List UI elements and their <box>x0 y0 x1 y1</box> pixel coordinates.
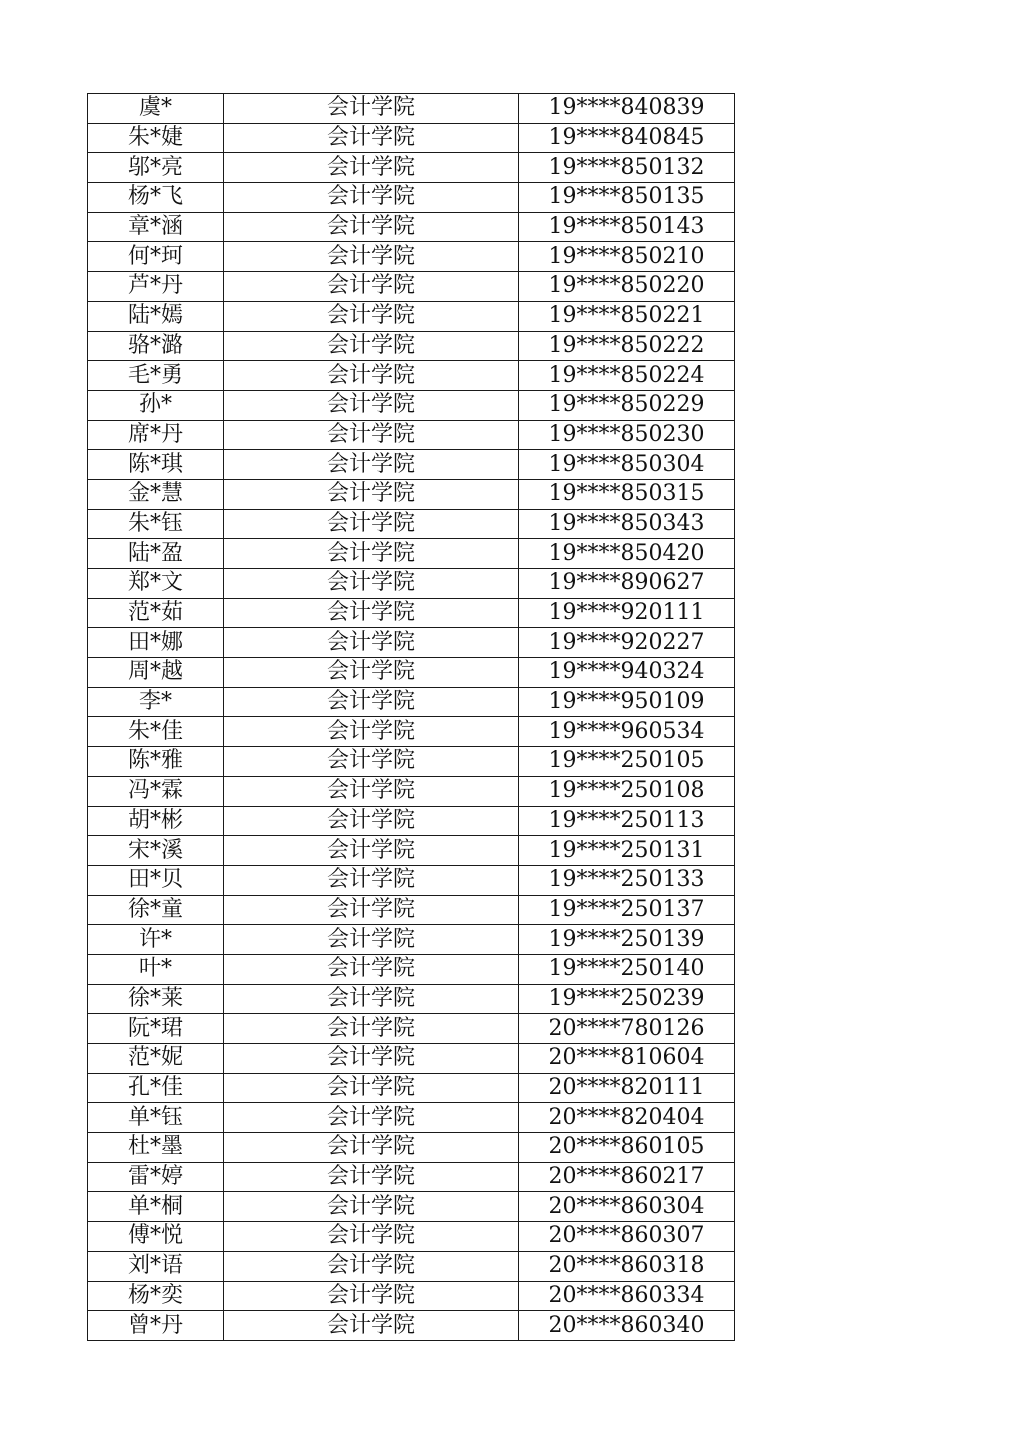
student-id-cell: 19****890627 <box>519 569 735 599</box>
student-list-body <box>88 94 735 1341</box>
student-id-cell: 19****940324 <box>519 658 735 688</box>
student-name-cell: 雷*婷 <box>88 1162 224 1192</box>
student-name-cell: 田*贝 <box>88 865 224 895</box>
student-name-cell: 骆*潞 <box>88 331 224 361</box>
table-row <box>88 539 735 569</box>
student-id-cell: 20****860340 <box>519 1311 735 1341</box>
table-row <box>88 123 735 153</box>
student-name-cell: 傅*悦 <box>88 1222 224 1252</box>
table-row <box>88 1192 735 1222</box>
student-id-cell: 20****860334 <box>519 1281 735 1311</box>
college-cell: 会计学院 <box>224 361 519 391</box>
student-name-cell: 章*涵 <box>88 212 224 242</box>
student-name-cell: 邬*亮 <box>88 153 224 183</box>
student-name-cell: 李* <box>88 687 224 717</box>
college-cell: 会计学院 <box>224 747 519 777</box>
student-name-cell: 单*桐 <box>88 1192 224 1222</box>
college-cell: 会计学院 <box>224 954 519 984</box>
student-id-cell: 19****850210 <box>519 242 735 272</box>
college-cell: 会计学院 <box>224 687 519 717</box>
student-name-cell: 芦*丹 <box>88 272 224 302</box>
student-id-cell: 19****850420 <box>519 539 735 569</box>
student-name-cell: 冯*霖 <box>88 776 224 806</box>
table-row <box>88 183 735 213</box>
student-id-cell: 20****810604 <box>519 1044 735 1074</box>
student-id-cell: 19****250113 <box>519 806 735 836</box>
student-name-cell: 曾*丹 <box>88 1311 224 1341</box>
student-id-cell: 19****920227 <box>519 628 735 658</box>
student-id-cell: 20****820111 <box>519 1073 735 1103</box>
college-cell: 会计学院 <box>224 776 519 806</box>
student-id-cell: 19****850343 <box>519 509 735 539</box>
table-row <box>88 836 735 866</box>
student-id-cell: 20****820404 <box>519 1103 735 1133</box>
student-name-cell: 叶* <box>88 954 224 984</box>
table-row <box>88 1162 735 1192</box>
table-row <box>88 1222 735 1252</box>
college-cell: 会计学院 <box>224 212 519 242</box>
student-name-cell: 范*茹 <box>88 598 224 628</box>
table-row <box>88 806 735 836</box>
student-id-cell: 19****850220 <box>519 272 735 302</box>
college-cell: 会计学院 <box>224 242 519 272</box>
college-cell: 会计学院 <box>224 836 519 866</box>
student-id-cell: 19****250139 <box>519 925 735 955</box>
student-id-cell: 19****250133 <box>519 865 735 895</box>
college-cell: 会计学院 <box>224 272 519 302</box>
student-name-cell: 徐*童 <box>88 895 224 925</box>
college-cell: 会计学院 <box>224 509 519 539</box>
student-name-cell: 毛*勇 <box>88 361 224 391</box>
table-row <box>88 212 735 242</box>
student-name-cell: 阮*珺 <box>88 1014 224 1044</box>
student-name-cell: 单*钰 <box>88 1103 224 1133</box>
table-row <box>88 1251 735 1281</box>
student-name-cell: 胡*彬 <box>88 806 224 836</box>
college-cell: 会计学院 <box>224 1192 519 1222</box>
student-list-table <box>87 93 735 1341</box>
table-row <box>88 1073 735 1103</box>
college-cell: 会计学院 <box>224 1103 519 1133</box>
student-id-cell: 19****250105 <box>519 747 735 777</box>
college-cell: 会计学院 <box>224 420 519 450</box>
college-cell: 会计学院 <box>224 479 519 509</box>
college-cell: 会计学院 <box>224 1311 519 1341</box>
student-name-cell: 刘*语 <box>88 1251 224 1281</box>
college-cell: 会计学院 <box>224 895 519 925</box>
college-cell: 会计学院 <box>224 1222 519 1252</box>
student-name-cell: 周*越 <box>88 658 224 688</box>
college-cell: 会计学院 <box>224 658 519 688</box>
student-name-cell: 宋*溪 <box>88 836 224 866</box>
table-row <box>88 895 735 925</box>
student-id-cell: 19****250137 <box>519 895 735 925</box>
table-row <box>88 1133 735 1163</box>
table-row <box>88 361 735 391</box>
student-id-cell: 20****860318 <box>519 1251 735 1281</box>
table-row <box>88 479 735 509</box>
student-name-cell: 郑*文 <box>88 569 224 599</box>
student-name-cell: 徐*莱 <box>88 984 224 1014</box>
student-id-cell: 19****950109 <box>519 687 735 717</box>
student-id-cell: 19****850224 <box>519 361 735 391</box>
college-cell: 会计学院 <box>224 331 519 361</box>
college-cell: 会计学院 <box>224 390 519 420</box>
student-name-cell: 杨*奕 <box>88 1281 224 1311</box>
student-name-cell: 陆*嫣 <box>88 301 224 331</box>
student-id-cell: 19****250131 <box>519 836 735 866</box>
table-row <box>88 450 735 480</box>
college-cell: 会计学院 <box>224 865 519 895</box>
student-name-cell: 陈*雅 <box>88 747 224 777</box>
table-row <box>88 331 735 361</box>
college-cell: 会计学院 <box>224 717 519 747</box>
student-id-cell: 19****250108 <box>519 776 735 806</box>
student-id-cell: 19****250140 <box>519 954 735 984</box>
college-cell: 会计学院 <box>224 123 519 153</box>
student-name-cell: 孔*佳 <box>88 1073 224 1103</box>
college-cell: 会计学院 <box>224 450 519 480</box>
college-cell: 会计学院 <box>224 1162 519 1192</box>
student-id-cell: 19****960534 <box>519 717 735 747</box>
table-row <box>88 94 735 124</box>
student-id-cell: 20****860304 <box>519 1192 735 1222</box>
student-name-cell: 何*珂 <box>88 242 224 272</box>
student-id-cell: 19****850143 <box>519 212 735 242</box>
table-row <box>88 1044 735 1074</box>
college-cell: 会计学院 <box>224 984 519 1014</box>
table-row <box>88 598 735 628</box>
table-row <box>88 628 735 658</box>
student-id-cell: 20****780126 <box>519 1014 735 1044</box>
student-id-cell: 19****850230 <box>519 420 735 450</box>
student-name-cell: 范*妮 <box>88 1044 224 1074</box>
student-name-cell: 朱*婕 <box>88 123 224 153</box>
student-name-cell: 朱*佳 <box>88 717 224 747</box>
college-cell: 会计学院 <box>224 1133 519 1163</box>
student-id-cell: 19****840839 <box>519 94 735 124</box>
table-row <box>88 390 735 420</box>
student-id-cell: 19****850135 <box>519 183 735 213</box>
college-cell: 会计学院 <box>224 1044 519 1074</box>
table-row <box>88 954 735 984</box>
table-row <box>88 865 735 895</box>
student-name-cell: 陆*盈 <box>88 539 224 569</box>
table-row <box>88 569 735 599</box>
table-row <box>88 984 735 1014</box>
college-cell: 会计学院 <box>224 1073 519 1103</box>
student-name-cell: 金*慧 <box>88 479 224 509</box>
student-name-cell: 杜*墨 <box>88 1133 224 1163</box>
college-cell: 会计学院 <box>224 598 519 628</box>
college-cell: 会计学院 <box>224 569 519 599</box>
table-row <box>88 658 735 688</box>
student-id-cell: 19****850315 <box>519 479 735 509</box>
table-row <box>88 420 735 450</box>
student-id-cell: 19****850132 <box>519 153 735 183</box>
student-id-cell: 19****250239 <box>519 984 735 1014</box>
student-id-cell: 19****920111 <box>519 598 735 628</box>
college-cell: 会计学院 <box>224 539 519 569</box>
table-row <box>88 747 735 777</box>
student-name-cell: 虞* <box>88 94 224 124</box>
table-row <box>88 301 735 331</box>
college-cell: 会计学院 <box>224 1251 519 1281</box>
table-row <box>88 1281 735 1311</box>
student-name-cell: 朱*钰 <box>88 509 224 539</box>
table-row <box>88 1311 735 1341</box>
student-name-cell: 陈*琪 <box>88 450 224 480</box>
student-id-cell: 20****860105 <box>519 1133 735 1163</box>
student-id-cell: 19****840845 <box>519 123 735 153</box>
student-id-cell: 19****850229 <box>519 390 735 420</box>
table-row <box>88 272 735 302</box>
student-name-cell: 田*娜 <box>88 628 224 658</box>
college-cell: 会计学院 <box>224 925 519 955</box>
student-id-cell: 19****850304 <box>519 450 735 480</box>
student-id-cell: 20****860217 <box>519 1162 735 1192</box>
college-cell: 会计学院 <box>224 806 519 836</box>
student-name-cell: 许* <box>88 925 224 955</box>
table-row <box>88 1103 735 1133</box>
college-cell: 会计学院 <box>224 153 519 183</box>
table-row <box>88 1014 735 1044</box>
table-row <box>88 925 735 955</box>
table-row <box>88 242 735 272</box>
table-row <box>88 776 735 806</box>
table-row <box>88 717 735 747</box>
student-name-cell: 席*丹 <box>88 420 224 450</box>
college-cell: 会计学院 <box>224 301 519 331</box>
table-row <box>88 687 735 717</box>
table-row <box>88 509 735 539</box>
table-row <box>88 153 735 183</box>
college-cell: 会计学院 <box>224 628 519 658</box>
college-cell: 会计学院 <box>224 94 519 124</box>
student-name-cell: 孙* <box>88 390 224 420</box>
student-name-cell: 杨*飞 <box>88 183 224 213</box>
college-cell: 会计学院 <box>224 1281 519 1311</box>
student-id-cell: 19****850221 <box>519 301 735 331</box>
student-id-cell: 20****860307 <box>519 1222 735 1252</box>
student-id-cell: 19****850222 <box>519 331 735 361</box>
college-cell: 会计学院 <box>224 183 519 213</box>
college-cell: 会计学院 <box>224 1014 519 1044</box>
